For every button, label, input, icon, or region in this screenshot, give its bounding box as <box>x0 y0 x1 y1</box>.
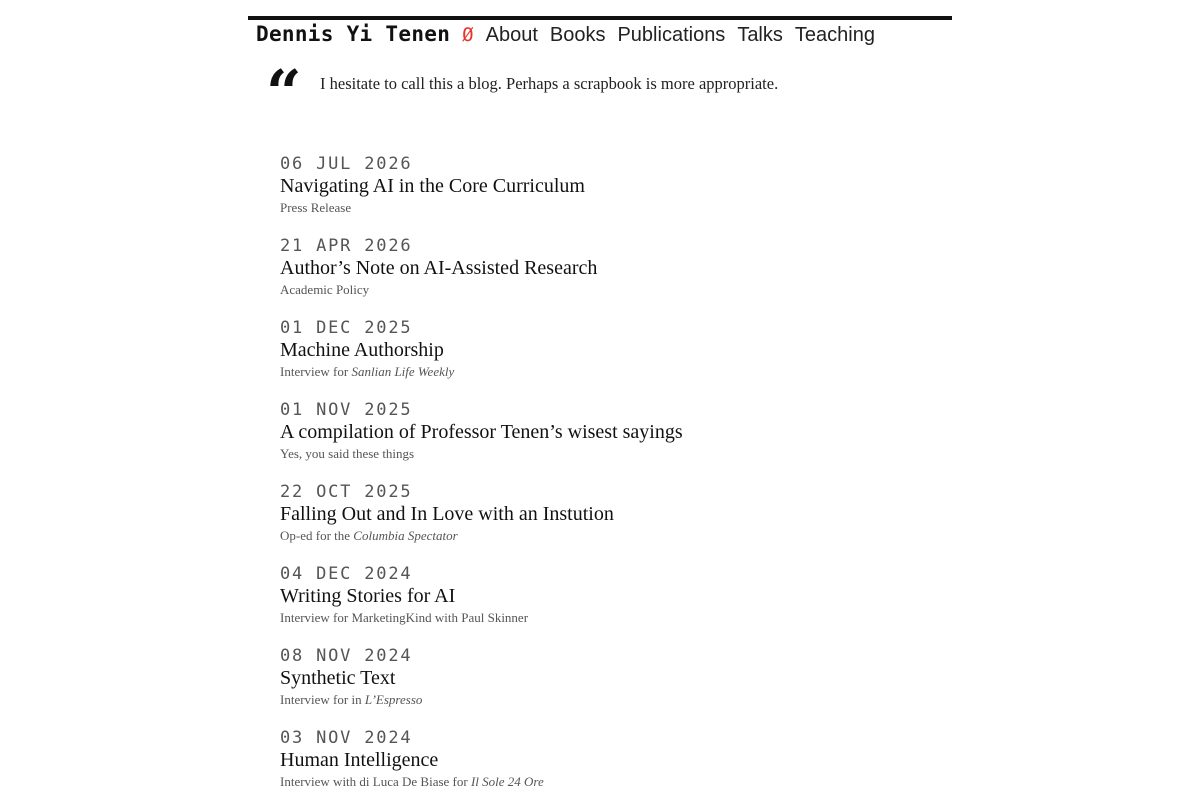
post-title-link[interactable]: Human Intelligence <box>280 749 439 771</box>
post-date: 01 NOV 2025 <box>280 400 413 420</box>
post-list <box>248 154 952 800</box>
post-date: 03 NOV 2024 <box>280 728 413 748</box>
post-item <box>280 646 952 728</box>
nav-item-teaching[interactable]: Teaching <box>794 24 875 46</box>
post-subtitle-publication: L’Espresso <box>364 692 423 707</box>
post-subtitle-text: Yes, you said these things <box>280 446 415 461</box>
post-subtitle-text: Interview for in <box>280 692 365 707</box>
post-subtitle-publication: Sanlian Life Weekly <box>351 364 455 379</box>
post-subtitle-publication: Il Sole 24 Ore <box>470 774 544 789</box>
epigraph-text: I hesitate to call this a blog. Perhaps a scrapbook is more appropriate. <box>320 74 779 93</box>
post-date: 06 JUL 2026 <box>280 154 413 174</box>
epigraph <box>248 56 952 129</box>
post-title-link[interactable]: A compilation of Professor Tenen’s wisest sayings <box>280 421 683 443</box>
post-date: 04 DEC 2024 <box>280 564 413 584</box>
post-title-link[interactable]: Author’s Note on AI-Assisted Research <box>280 257 598 279</box>
post-subtitle <box>280 527 952 544</box>
page <box>248 16 952 800</box>
post-item <box>280 318 952 400</box>
null-symbol-link[interactable]: Ø <box>462 24 474 46</box>
post-item <box>280 564 952 646</box>
post-date: 21 APR 2026 <box>280 236 413 256</box>
post-title-link[interactable]: Writing Stories for AI <box>280 585 456 607</box>
post-item <box>280 154 952 236</box>
post-date: 01 DEC 2025 <box>280 318 413 338</box>
nav-item-publications[interactable]: Publications <box>617 24 726 46</box>
post-title-link[interactable]: Falling Out and In Love with an Instution <box>280 503 614 525</box>
post-subtitle <box>280 199 952 216</box>
post-subtitle-text: Op-ed for the <box>280 528 354 543</box>
nav-item-talks[interactable]: Talks <box>737 24 783 46</box>
post-subtitle-text: Academic Policy <box>280 282 370 297</box>
top-nav <box>248 22 952 62</box>
post-subtitle <box>280 691 952 708</box>
post-item <box>280 236 952 318</box>
post-date: 22 OCT 2025 <box>280 482 413 502</box>
post-item <box>280 482 952 564</box>
post-item <box>280 728 952 800</box>
post-subtitle-text: Interview for MarketingKind with Paul Skinner <box>280 610 529 625</box>
post-subtitle-publication: Columbia Spectator <box>353 528 458 543</box>
quote-mark-icon: “ <box>266 56 302 129</box>
post-subtitle <box>280 281 952 298</box>
nav-item-books[interactable]: Books <box>549 24 606 46</box>
post-subtitle-text: Press Release <box>280 200 352 215</box>
post-subtitle <box>280 609 952 626</box>
post-subtitle <box>280 773 952 790</box>
post-subtitle-text: Interview with di Luca De Biase for <box>280 774 471 789</box>
post-date: 08 NOV 2024 <box>280 646 413 666</box>
post-subtitle-text: Interview for <box>280 364 352 379</box>
post-subtitle <box>280 363 952 380</box>
post-subtitle <box>280 445 952 462</box>
top-rule <box>248 16 952 20</box>
post-title-link[interactable]: Machine Authorship <box>280 339 444 361</box>
nav-item-about[interactable]: About <box>485 24 538 46</box>
post-title-link[interactable]: Synthetic Text <box>280 667 396 689</box>
post-item <box>280 400 952 482</box>
site-name-link[interactable]: Dennis Yi Tenen <box>256 22 451 46</box>
post-title-link[interactable]: Navigating AI in the Core Curriculum <box>280 175 585 197</box>
